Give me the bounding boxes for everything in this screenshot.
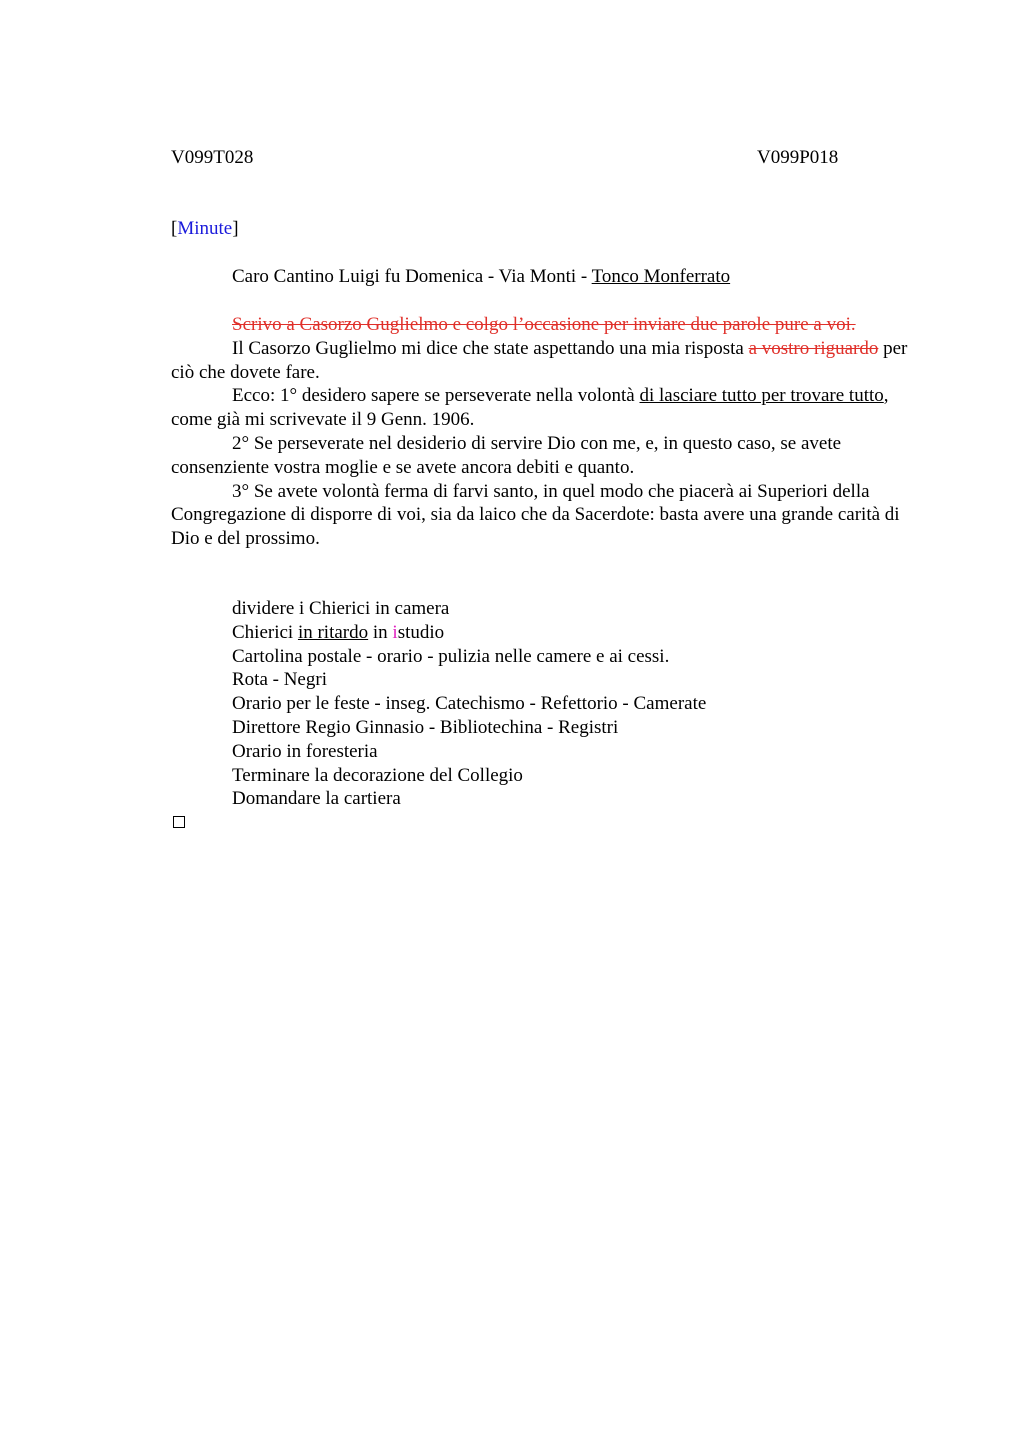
checkbox-square-icon — [173, 816, 185, 828]
bracket-close: ] — [232, 218, 239, 239]
note-item: Direttore Regio Ginnasio - Bibliotechina - Registri — [232, 716, 619, 738]
note-item: dividere i Chierici in camera — [232, 598, 450, 619]
note-item: Orario per le feste - inseg. Catechismo - Refettorio - Camerate — [232, 693, 707, 715]
addressee-name: Caro Cantino Luigi fu Domenica - Via Monti - — [232, 266, 592, 287]
letter-body — [171, 313, 931, 551]
document-type-text: Minute — [177, 218, 233, 239]
note-text: in — [368, 621, 393, 643]
note-underlined: in ritardo — [297, 621, 369, 643]
deleted-sentence: Scrivo a Casorzo Guglielmo e colgo l’occasione per inviare due parole pure a voi. — [232, 314, 856, 335]
notes-list — [232, 597, 706, 811]
reference-code-left: V099T028 — [171, 147, 254, 168]
note-item: Rota - Negri — [232, 669, 327, 691]
paragraph-point-3: 3° Se avete volontà ferma di farvi santo, in quel modo che piacerà ai Superiori della Congregazione di disporre di voi, sia da laico che da Sacerdote: basta avere una grande carità di Dio e del prossimo. — [171, 480, 900, 550]
point-1-underlined: di lasciare tutto per trovare tutto — [639, 385, 884, 407]
deleted-phrase: a vostro riguardo — [748, 337, 879, 359]
paragraph-point-2: 2° Se perseverate nel desiderio di servire Dio con me, e, in questo caso, se avete consenziente vostra moglie e se avete ancora debiti e quanto. — [171, 432, 842, 478]
note-item: Orario in foresteria — [232, 740, 378, 762]
point-1-text-b: , come già mi scrivevate il 9 Genn. 1906. — [171, 385, 889, 431]
document-type-label — [171, 217, 239, 241]
note-item: Domandare la cartiera — [232, 788, 401, 810]
paragraph-request-text-a: Il Casorzo Guglielmo mi dice che state aspettando una mia risposta — [232, 337, 749, 359]
paragraph-request — [171, 337, 931, 385]
paragraph-request-text-b: per ciò che dovete fare. — [171, 337, 908, 383]
bracket-open: [ — [171, 218, 178, 239]
struck-paragraph — [171, 313, 931, 337]
note-text: studio — [397, 621, 445, 643]
point-1-text-a: Ecco: 1° desidero sapere se perseverate nella volontà — [232, 385, 640, 407]
paragraph-point-1 — [171, 384, 931, 432]
addressee-place: Tonco Monferrato — [591, 266, 731, 287]
letter-addressee — [232, 265, 730, 289]
note-text: Chierici — [232, 621, 298, 643]
note-item — [232, 621, 706, 645]
note-item: Cartolina postale - orario - pulizia nelle camere e ai cessi. — [232, 645, 670, 667]
reference-code-right: V099P018 — [757, 147, 839, 168]
note-item: Terminare la decorazione del Collegio — [232, 764, 523, 786]
inserted-letter: i — [392, 621, 398, 643]
